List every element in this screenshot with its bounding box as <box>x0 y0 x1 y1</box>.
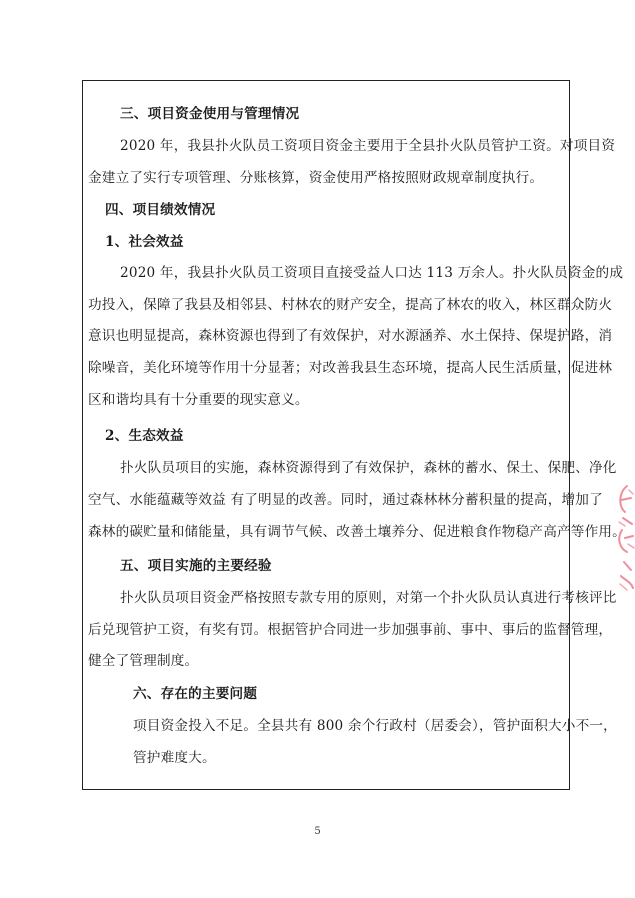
section-5-line-1: 扑火队员项目资金严格按照专款专用的原则，对第一个扑火队员认真进行考核评比 <box>120 590 617 606</box>
section-4-2-line-3: 森林的碳贮量和储能量，具有调节气候、改善土壤养分、促进粮食作物稳产高产等作用。 <box>88 524 626 540</box>
section-4-2-line-1: 扑火队员项目的实施，森林资源得到了有效保护，森林的蓄水、保土、保肥、净化 <box>120 460 617 476</box>
section-4-1-line-1: 2020 年，我县扑火队员工资项目直接受益人口达 113 万余人。扑火队员资金的成 <box>120 265 624 281</box>
section-6-line-2: 管护难度大。 <box>133 750 216 766</box>
section-3-line-1: 2020 年，我县扑火队员工资项目资金主要用于全县扑火队员管护工资。对项目资 <box>120 138 616 154</box>
section-4-1-line-4: 除噪音，美化环境等作用十分显著；对改善我县生态环境，提高人民生活质量，促进林 <box>88 360 613 376</box>
content-frame <box>82 80 626 790</box>
section-5-line-2: 后兑现管护工资，有奖有罚。根据管护合同进一步加强事前、事中、事后的监督管理， <box>88 622 613 638</box>
section-6-line-1: 项目资金投入不足。全县共有 800 余个行政村（居委会），管护面积大小不一， <box>133 718 617 734</box>
section-4-1-line-5: 区和谐均具有十分重要的现实意义。 <box>88 392 309 408</box>
section-3-heading: 三、项目资金使用与管理情况 <box>120 106 300 122</box>
section-5-line-3: 健全了管理制度。 <box>88 653 199 669</box>
section-4-2-line-2: 空气、水能蕴藏等效益 有了明显的改善。同时，通过森林林分蓄积量的提高，增加了 <box>88 492 603 508</box>
red-seal-stamp-fragment <box>613 478 635 608</box>
section-4-1-line-2: 功投入，保障了我县及相邻县、村林农的财产安全，提高了林农的收入，林区群众防火 <box>88 297 613 313</box>
page-number: 5 <box>314 826 321 837</box>
section-4-1-line-3: 意识也明显提高，森林资源也得到了有效保护，对水源涵养、水土保持、保堤护路，消 <box>88 328 613 344</box>
section-5-heading: 五、项目实施的主要经验 <box>120 558 272 574</box>
section-4-2-heading: 2、生态效益 <box>105 428 184 444</box>
section-4-1-heading: 1、社会效益 <box>105 234 184 250</box>
section-6-heading: 六、存在的主要问题 <box>133 686 258 702</box>
section-3-line-2: 金建立了实行专项管理、分账核算，资金使用严格按照财政规章制度执行。 <box>88 170 544 186</box>
section-4-heading: 四、项目绩效情况 <box>105 202 216 218</box>
